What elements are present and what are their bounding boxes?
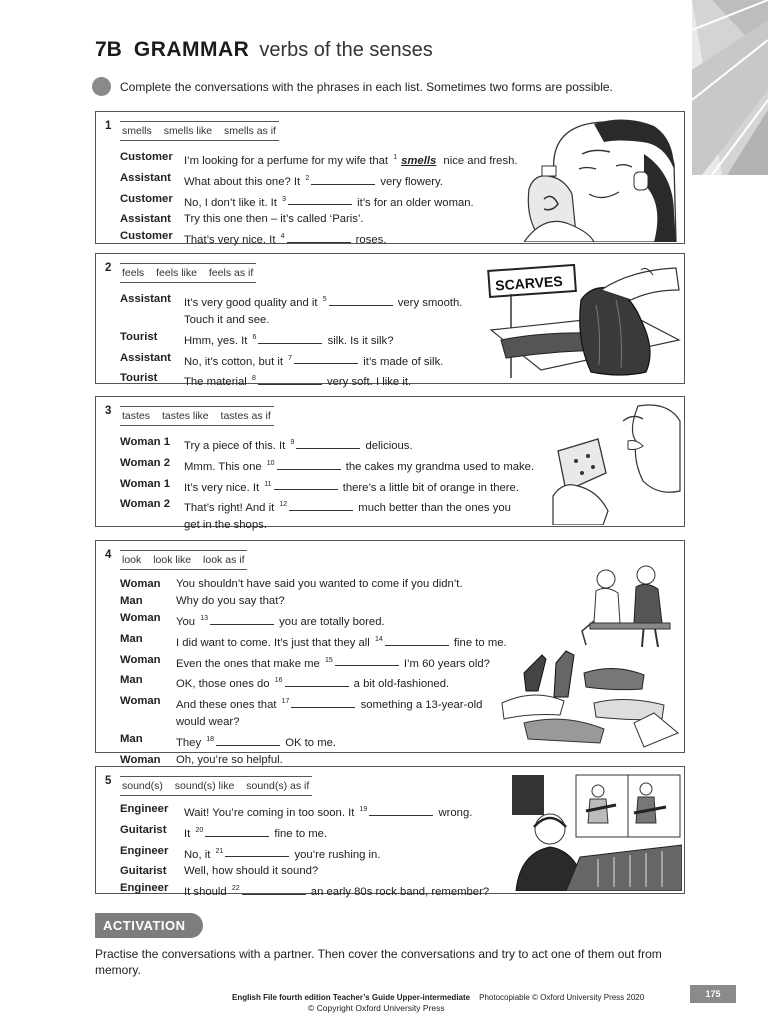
dialogue-line [120, 576, 507, 593]
word-option: sound(s) like [174, 780, 235, 792]
answer-blank[interactable] [216, 735, 280, 746]
text-fragment: Touch it and see. [184, 313, 270, 326]
answer-blank[interactable] [289, 500, 353, 511]
line-text [176, 631, 507, 652]
answer-blank[interactable] [210, 614, 274, 625]
text-fragment: it’s for an older woman. [353, 196, 474, 209]
line-text [184, 801, 472, 822]
topic-title: verbs of the senses [259, 39, 433, 61]
line-text [184, 496, 511, 517]
line-text [184, 149, 518, 170]
footer-copyright: Photocopiable © Oxford University Press 2020 [479, 993, 645, 1002]
word-option: tastes [122, 410, 151, 422]
text-fragment: It [184, 827, 194, 840]
blank-number: 17 [281, 698, 290, 706]
blank-number: 4 [280, 233, 285, 241]
speaker-name: Guitarist [120, 823, 167, 836]
speaker-name: Woman [120, 612, 161, 624]
text-fragment: That’s very nice. It [184, 234, 279, 247]
word-option: tastes as if [220, 410, 271, 422]
text-fragment: much better than the ones you [355, 502, 511, 515]
speaker-name: Woman 2 [120, 456, 171, 469]
line-text [176, 693, 482, 714]
dialogue-line [120, 434, 534, 455]
speaker-name: Assistant [120, 213, 171, 226]
text-fragment: there’s a little bit of orange in there. [339, 481, 519, 494]
dialogue-line [120, 822, 489, 843]
line-text [184, 350, 443, 371]
word-option: look like [153, 554, 192, 566]
dialogue-line [120, 455, 534, 476]
text-fragment: That’s right! And it [184, 502, 278, 515]
section-label: GRAMMAR [133, 38, 250, 61]
speaker-name: Engineer [120, 882, 169, 895]
dialogue-line [120, 801, 489, 822]
line-text [176, 610, 385, 631]
line-text [184, 312, 269, 329]
blank-number: 12 [279, 501, 288, 509]
text-fragment: And these ones that [176, 698, 280, 711]
recording-studio-illustration [506, 771, 682, 896]
speaker-name: Man [120, 674, 143, 687]
activation-heading: ACTIVATION [95, 913, 203, 938]
dialogue-line [120, 228, 518, 249]
exercise-1 [95, 111, 685, 247]
speaker-name: Woman [120, 695, 161, 708]
instruction-text: Complete the conversations with the phrases in each list. Sometimes two forms are possible. [120, 79, 613, 94]
speaker-name: Tourist [120, 330, 158, 343]
text-fragment: I’m looking for a perfume for my wife that [184, 154, 392, 167]
line-text [184, 228, 386, 249]
blank-number: 14 [374, 635, 383, 643]
instruction [92, 77, 613, 96]
dialogue-line [120, 843, 489, 864]
answer-blank[interactable] [329, 295, 393, 306]
text-fragment: roses. [352, 234, 387, 247]
exercise-4 [95, 540, 685, 766]
text-fragment: Try a piece of this. It [184, 439, 289, 452]
page-title [95, 38, 433, 62]
text-fragment: a bit old-fashioned. [350, 678, 450, 691]
word-option: sound(s) [122, 780, 163, 792]
word-list [120, 263, 256, 283]
exercise-number: 3 [105, 405, 112, 417]
exercise-2 [95, 253, 685, 389]
word-option: tastes like [161, 410, 209, 422]
blank-number: 3 [282, 195, 286, 203]
dialogue-line [120, 672, 507, 693]
text-fragment: You shouldn’t have said you wanted to come if you didn’t. [176, 578, 463, 590]
exercise-3 [95, 396, 685, 532]
line-text [184, 434, 413, 455]
speaker-name: Woman 1 [120, 436, 171, 448]
line-text [184, 476, 519, 497]
text-fragment: you’re rushing in. [291, 848, 381, 861]
text-fragment: I’m 60 years old? [400, 657, 490, 670]
bullet-dot-icon [92, 77, 111, 96]
speaker-name: Customer [120, 230, 173, 243]
line-text [176, 593, 285, 610]
answer-blank[interactable] [287, 232, 351, 243]
speaker-name: Assistant [120, 293, 171, 305]
dialogue [120, 434, 534, 534]
dialogue-line [120, 149, 518, 170]
answer-blank[interactable] [288, 194, 352, 205]
dialogue-line [120, 191, 518, 212]
speaker-name: Assistant [120, 351, 171, 364]
dialogue-line [120, 496, 534, 517]
answer-blank[interactable] [294, 353, 358, 364]
word-option: smells like [163, 125, 213, 137]
answer-blank[interactable] [385, 635, 449, 646]
word-option: sound(s) as if [246, 780, 310, 792]
blank-number: 16 [274, 677, 283, 685]
dialogue-line [120, 693, 507, 714]
dialogue-line [120, 714, 507, 731]
word-list [120, 550, 247, 570]
line-text [184, 822, 327, 843]
line-text [184, 455, 534, 476]
text-fragment: very soft. I like it. [323, 376, 412, 389]
exercise-number: 1 [105, 120, 112, 132]
text-fragment: you are totally bored. [276, 615, 385, 628]
dialogue [120, 801, 489, 901]
text-fragment: You [176, 615, 199, 628]
shoe-shop-illustration [494, 563, 682, 754]
line-text [176, 714, 239, 731]
text-fragment: Hmm, yes. It [184, 334, 251, 347]
dialogue-line [120, 731, 507, 752]
blank-number: 6 [252, 333, 257, 341]
answer-blank[interactable] [258, 374, 322, 385]
line-text [176, 652, 490, 673]
woman-eating-cake-illustration [548, 401, 682, 530]
footer-title: English File fourth edition Teacher’s Guide Upper-intermediate [232, 993, 471, 1002]
speaker-name: Guitarist [120, 865, 167, 878]
example-answer: smells [401, 154, 437, 167]
text-fragment: Oh, you’re so helpful. [176, 753, 283, 766]
text-fragment: The material [184, 376, 250, 389]
line-text [184, 843, 380, 864]
line-text [184, 191, 474, 212]
text-fragment: it’s made of silk. [360, 355, 444, 368]
text-fragment: It’s very good quality and it [184, 296, 321, 309]
footer-copyright-2: © Copyright Oxford University Press [308, 1003, 445, 1013]
text-fragment: I did want to come. It’s just that they all [176, 636, 373, 649]
word-list [120, 776, 312, 796]
blank-number: 18 [206, 735, 215, 743]
man-smelling-perfume-illustration [524, 114, 682, 247]
answer-blank[interactable] [335, 655, 399, 666]
text-fragment: It should [184, 886, 230, 899]
word-option: feels as if [208, 267, 254, 279]
speaker-name [120, 714, 176, 731]
dialogue-line [120, 476, 534, 497]
text-fragment: No, it [184, 848, 214, 861]
speaker-name: Woman [120, 753, 161, 766]
word-option: smells as if [224, 125, 276, 137]
answer-blank[interactable] [369, 805, 433, 816]
speaker-name: Man [120, 632, 143, 645]
exercise-number: 4 [105, 549, 112, 561]
exercise-number: 5 [105, 775, 112, 787]
text-fragment: fine to me. [450, 636, 507, 649]
answer-blank[interactable] [296, 438, 360, 449]
blank-number: 5 [322, 296, 327, 303]
dialogue-line [120, 370, 462, 391]
dialogue-line [120, 170, 518, 191]
dialogue-line [120, 211, 518, 228]
line-text [176, 731, 336, 752]
blank-number: 22 [231, 885, 240, 893]
blank-number: 15 [324, 656, 333, 664]
blank-number: 13 [200, 615, 208, 622]
answer-blank[interactable] [205, 826, 269, 837]
dialogue-line [120, 291, 462, 312]
text-fragment: Why do you say that? [176, 595, 285, 607]
answer-blank[interactable] [258, 333, 322, 344]
text-fragment: very smooth. [394, 296, 463, 309]
text-fragment: Mmm. This one [184, 460, 265, 473]
unit-code: 7B [95, 38, 122, 61]
blank-number: 21 [215, 847, 224, 855]
line-text [184, 291, 462, 312]
text-fragment: Well, how should it sound? [184, 865, 319, 878]
speaker-name: Customer [120, 151, 173, 163]
footer [232, 993, 644, 1002]
text-fragment: Try this one then – it’s called ‘Paris’. [184, 213, 364, 226]
blank-number: 9 [290, 439, 295, 446]
word-option: feels [122, 267, 145, 279]
exercise-5 [95, 766, 685, 899]
blank-number: 8 [251, 375, 256, 383]
text-fragment: an early 80s rock band, remember? [307, 886, 490, 899]
answer-blank[interactable] [285, 676, 349, 687]
dialogue-line [120, 631, 507, 652]
text-fragment: No, it’s cotton, but it [184, 355, 287, 368]
line-text [184, 170, 443, 191]
speaker-name: Engineer [120, 844, 169, 857]
dialogue-line [120, 610, 507, 631]
word-option: smells [122, 125, 152, 137]
dialogue-line [120, 652, 507, 673]
answer-blank[interactable] [311, 174, 375, 185]
text-fragment: delicious. [362, 439, 413, 452]
blank-number: 20 [195, 826, 204, 834]
dialogue-line [120, 517, 534, 534]
word-list [120, 121, 279, 141]
speaker-name: Tourist [120, 372, 158, 385]
dialogue-line [120, 329, 462, 350]
speaker-name: Assistant [120, 171, 171, 184]
answer-blank[interactable] [242, 884, 306, 895]
speaker-name [120, 312, 184, 329]
line-text [184, 517, 267, 534]
dialogue-line [120, 863, 489, 880]
text-fragment: something a 13-year-old [357, 698, 483, 711]
scarves-stall-illustration [481, 260, 681, 387]
text-fragment: What about this one? It [184, 175, 304, 188]
blank-number: 1 [393, 154, 398, 161]
line-text [184, 880, 489, 901]
word-list [120, 406, 274, 426]
speaker-name: Man [120, 732, 143, 745]
line-text [184, 370, 411, 391]
dialogue [120, 149, 518, 249]
dialogue [120, 291, 462, 391]
speaker-name: Engineer [120, 803, 169, 815]
word-option: look as if [203, 554, 245, 566]
blank-number: 10 [266, 459, 275, 467]
text-fragment: very flowery. [377, 175, 443, 188]
text-fragment: Wait! You’re coming in too soon. It [184, 806, 358, 819]
speaker-name [120, 517, 184, 534]
text-fragment: would wear? [176, 715, 240, 728]
word-option: feels like [156, 267, 197, 279]
text-fragment: nice and fresh. [440, 154, 518, 167]
answer-blank[interactable] [277, 459, 341, 470]
dialogue-line [120, 880, 489, 901]
speaker-name: Woman [120, 653, 161, 666]
line-text [176, 576, 463, 593]
blank-number: 7 [288, 354, 293, 362]
line-text [184, 329, 393, 350]
dialogue-line [120, 350, 462, 371]
speaker-name: Woman 1 [120, 477, 171, 490]
activation-text: Practise the conversations with a partner. Then cover the conversations and try to act one of them out from memory. [95, 947, 662, 977]
word-option: look [122, 554, 142, 566]
blank-number: 11 [264, 480, 272, 488]
speaker-name: Woman [120, 578, 161, 590]
text-fragment: the cakes my grandma used to make. [342, 460, 535, 473]
scarves-sign: SCARVES [494, 272, 564, 294]
dialogue-line [120, 593, 507, 610]
answer-blank[interactable] [291, 697, 355, 708]
text-fragment: No, I don’t like it. It [184, 196, 281, 209]
page-number: 175 [690, 985, 736, 1003]
line-text [184, 211, 364, 228]
text-fragment: It’s very nice. It [184, 481, 263, 494]
text-fragment: wrong. [435, 806, 473, 819]
corner-decoration [692, 0, 768, 175]
exercise-number: 2 [105, 262, 112, 274]
text-fragment: They [176, 736, 205, 749]
dialogue-line [120, 312, 462, 329]
text-fragment: OK to me. [282, 736, 337, 749]
speaker-name: Man [120, 595, 143, 607]
answer-blank[interactable] [274, 479, 338, 490]
dialogue [120, 576, 507, 769]
text-fragment: get in the shops. [184, 519, 267, 532]
speaker-name: Woman 2 [120, 498, 171, 511]
speaker-name: Customer [120, 192, 173, 205]
line-text [184, 863, 318, 880]
blank-number: 2 [305, 174, 310, 182]
line-text [176, 672, 449, 693]
text-fragment: fine to me. [271, 827, 328, 840]
blank-number: 19 [359, 806, 368, 813]
text-fragment: Even the ones that make me [176, 657, 323, 670]
answer-blank[interactable] [225, 846, 289, 857]
text-fragment: silk. Is it silk? [324, 334, 394, 347]
text-fragment: OK, those ones do [176, 678, 273, 691]
